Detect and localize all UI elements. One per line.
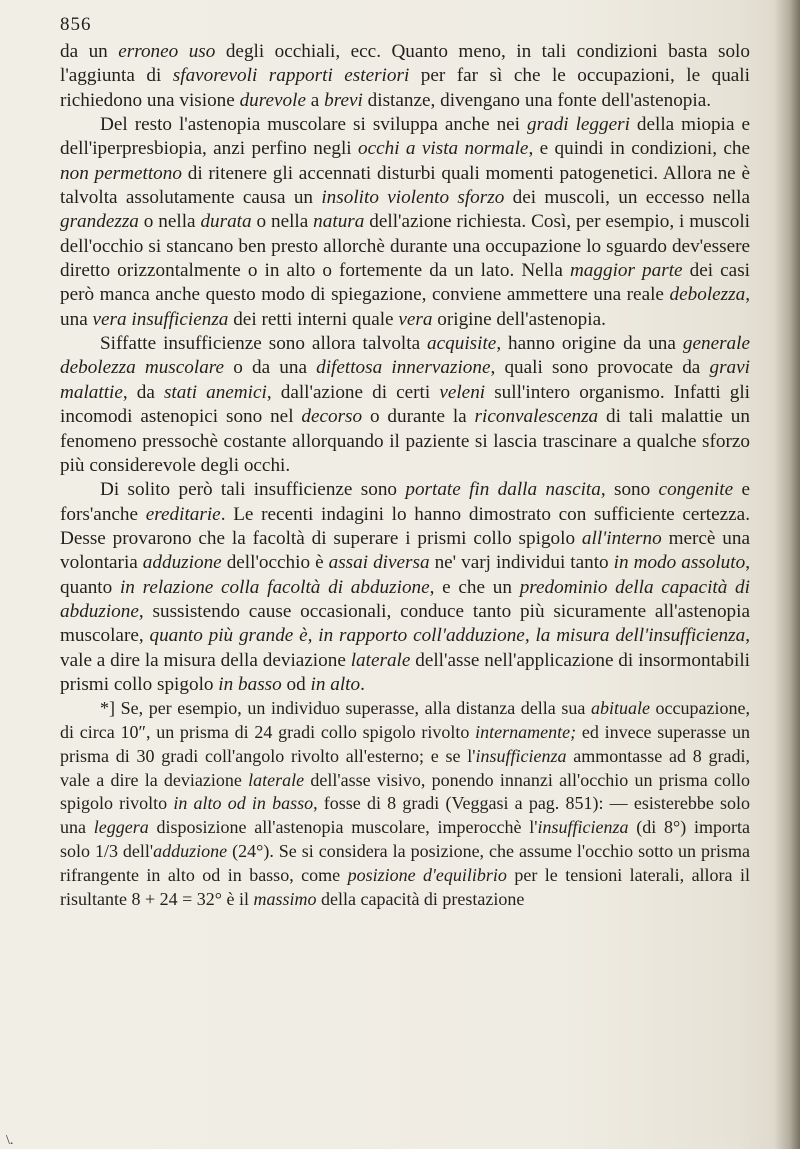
italic-run: natura xyxy=(313,211,365,233)
page-text xyxy=(60,40,750,911)
page-spine-shadow xyxy=(774,0,800,1149)
text-run: dei retti interni quale xyxy=(228,308,399,330)
italic-run: occhi a vista normale xyxy=(358,138,529,160)
text-run: , vale a dire la misura della deviazione xyxy=(60,625,750,671)
text-run: sull'intero organismo. Infatti gli incomodi astenopici sono nel xyxy=(60,381,750,428)
text-run: , dall'azione di certi xyxy=(266,381,440,403)
italic-run: decorso xyxy=(301,406,363,428)
text-run: disposizione all'astenopia muscolare, imperocchè l' xyxy=(148,817,538,838)
text-run: origine dell'astenopia. xyxy=(432,308,606,330)
text-run: od xyxy=(281,673,311,695)
text-run: , quanto xyxy=(60,552,750,598)
text-run: , quali sono provocate da xyxy=(490,357,710,379)
text-run: Di solito però tali insufficienze sono xyxy=(100,479,406,501)
italic-run: laterale xyxy=(350,649,411,671)
text-run: ne' varj individui tanto xyxy=(429,552,614,574)
italic-run: abituale xyxy=(590,698,650,719)
text-run: ed invece superasse un prisma di 30 gradi coll'angolo rivolto all'esterno; e se l' xyxy=(60,722,751,766)
text-run: , e quindi in condizioni, che xyxy=(528,138,750,160)
italic-run: leggera xyxy=(93,817,149,838)
text-run: , fosse di 8 gradi (Veggasi a pag. 851): — esisterebbe solo una xyxy=(60,793,750,838)
paragraph xyxy=(60,332,750,478)
text-run: ammontasse ad 8 gradi, vale a dire la deviazione xyxy=(60,745,750,790)
text-run: dell'azione richiesta. Così, per esempio, i muscoli dell'occhio si stancano ben presto allorchè durante una occupazione lo sguardo dev'essere diretto orizzontalmente o in alto o fortemente da un lato. Nella xyxy=(60,211,750,282)
text-run: da un xyxy=(60,41,119,62)
italic-run: vera insufficienza xyxy=(92,308,229,330)
text-run: dei muscoli, un eccesso nella xyxy=(504,187,750,209)
italic-run: in alto xyxy=(310,673,361,695)
text-run: (24°). Se si considera la posizione, che assume l'occhio sotto un prisma rifrangente in alto od in basso, come xyxy=(60,841,751,885)
italic-run: adduzione xyxy=(153,841,228,862)
italic-run: veleni xyxy=(439,381,486,403)
text-run: di tali malattie un fenomeno pressochè costante allorquando il paziente si lascia trascinare a qualche sforzo più considerevole degli occhi. xyxy=(60,406,750,476)
text-run: , sono xyxy=(600,479,659,501)
italic-run: debolezza xyxy=(669,284,746,306)
text-run: *] Se, per esempio, un individuo superasse, alla distanza della sua xyxy=(100,698,591,719)
text-run: a xyxy=(306,89,325,111)
text-run: Del resto l'astenopia muscolare si sviluppa anche nei xyxy=(100,114,527,136)
paragraph xyxy=(60,113,750,332)
text-run: per far sì che le occupazioni, le quali richiedono una visione xyxy=(60,65,750,111)
italic-run: internamente; xyxy=(475,722,577,743)
italic-run: insolito violento sforzo xyxy=(321,187,505,209)
text-run: Siffatte insufficienze sono allora talvolta xyxy=(100,333,428,355)
footnote xyxy=(60,697,750,911)
italic-run: non permettono xyxy=(60,162,182,184)
italic-run: in modo assoluto xyxy=(613,552,746,574)
text-run: per le tensioni laterali, allora il risultante 8 + 24 = 32° è il xyxy=(60,864,750,909)
text-run: di ritenere gli accennati disturbi quali momenti patogenetici. Allora ne è talvolta assolutamente causa un xyxy=(60,162,750,209)
italic-run: gradi leggeri xyxy=(527,114,630,136)
text-run: occupazione, di circa 10″, un prisma di 24 gradi collo spigolo rivolto xyxy=(60,698,750,743)
italic-run: portate fin dalla nascita xyxy=(405,479,601,501)
text-run: dell'asse nell'applicazione di insormontabili prismi collo spigolo xyxy=(60,649,750,695)
italic-run: assai diversa xyxy=(328,552,430,574)
italic-run: all'interno xyxy=(581,527,662,549)
italic-run: laterale xyxy=(248,769,305,790)
italic-run: durevole xyxy=(239,89,306,111)
italic-run: in alto od in basso xyxy=(173,793,314,814)
text-run: o da una xyxy=(224,357,317,379)
italic-run: predominio della capacità di abduzione xyxy=(60,576,750,622)
italic-run: acquisite xyxy=(427,333,497,355)
italic-run: in relazione colla facoltà di abduzione xyxy=(119,576,430,598)
page-number: 856 xyxy=(60,14,92,35)
italic-run: stati anemici xyxy=(163,381,267,403)
text-run: (di 8°) importa solo 1/3 dell' xyxy=(60,817,750,862)
text-run: della capacità di prestazione xyxy=(316,888,525,909)
text-run: distanze, divengano una fonte dell'astenopia. xyxy=(362,89,712,111)
italic-run: vera xyxy=(398,308,433,330)
text-run: , hanno origine da una xyxy=(496,333,683,355)
italic-run: sfavorevoli rapporti esteriori xyxy=(172,65,410,87)
italic-run: in basso xyxy=(218,673,282,695)
text-run: mercè una volontaria xyxy=(60,527,750,574)
text-run: o nella xyxy=(138,211,201,233)
text-run: . Le recenti indagini lo hanno dimostrato con sufficiente certezza. Desse provarono che la facoltà di superare i prismi collo spigolo xyxy=(60,503,750,549)
italic-run: erroneo uso xyxy=(118,41,216,62)
italic-run: durata xyxy=(200,211,252,233)
text-run: , sussistendo cause occasionali, conduce tanto più sicuramente all'astenopia muscolare, xyxy=(60,600,750,647)
italic-run: maggior parte xyxy=(569,260,683,282)
italic-run: quanto più grande è, in rapporto coll'adduzione, la misura dell'insufficienza xyxy=(149,625,746,647)
italic-run: adduzione xyxy=(142,552,222,574)
paragraph xyxy=(60,40,750,113)
text-run: della miopia e dell'iperpresbiopia, anzi perfino negli xyxy=(60,114,750,160)
italic-run: brevi xyxy=(324,89,363,111)
text-run: dell'occhio è xyxy=(221,552,329,574)
italic-run: massimo xyxy=(253,888,317,909)
italic-run: difettosa innervazione xyxy=(316,357,491,379)
italic-run: grandezza xyxy=(60,211,139,233)
paragraph xyxy=(60,478,750,697)
margin-mark: \. xyxy=(6,1133,14,1148)
italic-run: gravi malattie xyxy=(60,357,750,403)
text-run: , e che un xyxy=(429,576,520,598)
italic-run: insufficienza xyxy=(537,817,629,838)
text-run: , da xyxy=(122,381,164,403)
text-run: o nella xyxy=(251,211,314,233)
text-run: , una xyxy=(60,284,750,330)
italic-run: congenite xyxy=(658,479,734,501)
text-run: dei casi però manca anche questo modo di spiegazione, conviene ammettere una reale xyxy=(60,260,750,306)
text-run: o durante la xyxy=(362,406,475,428)
text-run: . xyxy=(360,673,365,695)
text-run: degli occhiali, ecc. Quanto meno, in tali condizioni basta solo l'aggiunta di xyxy=(60,41,750,87)
text-run: dell'asse visivo, ponendo innanzi all'occhio un prisma collo spigolo rivolto xyxy=(60,769,750,814)
italic-run: insufficienza xyxy=(475,745,567,766)
italic-run: ereditarie xyxy=(145,503,221,525)
italic-run: posizione d'equilibrio xyxy=(347,864,507,885)
italic-run: generale debolezza muscolare xyxy=(60,333,750,379)
italic-run: riconvalescenza xyxy=(474,406,599,428)
text-run: e fors'anche xyxy=(60,479,750,525)
